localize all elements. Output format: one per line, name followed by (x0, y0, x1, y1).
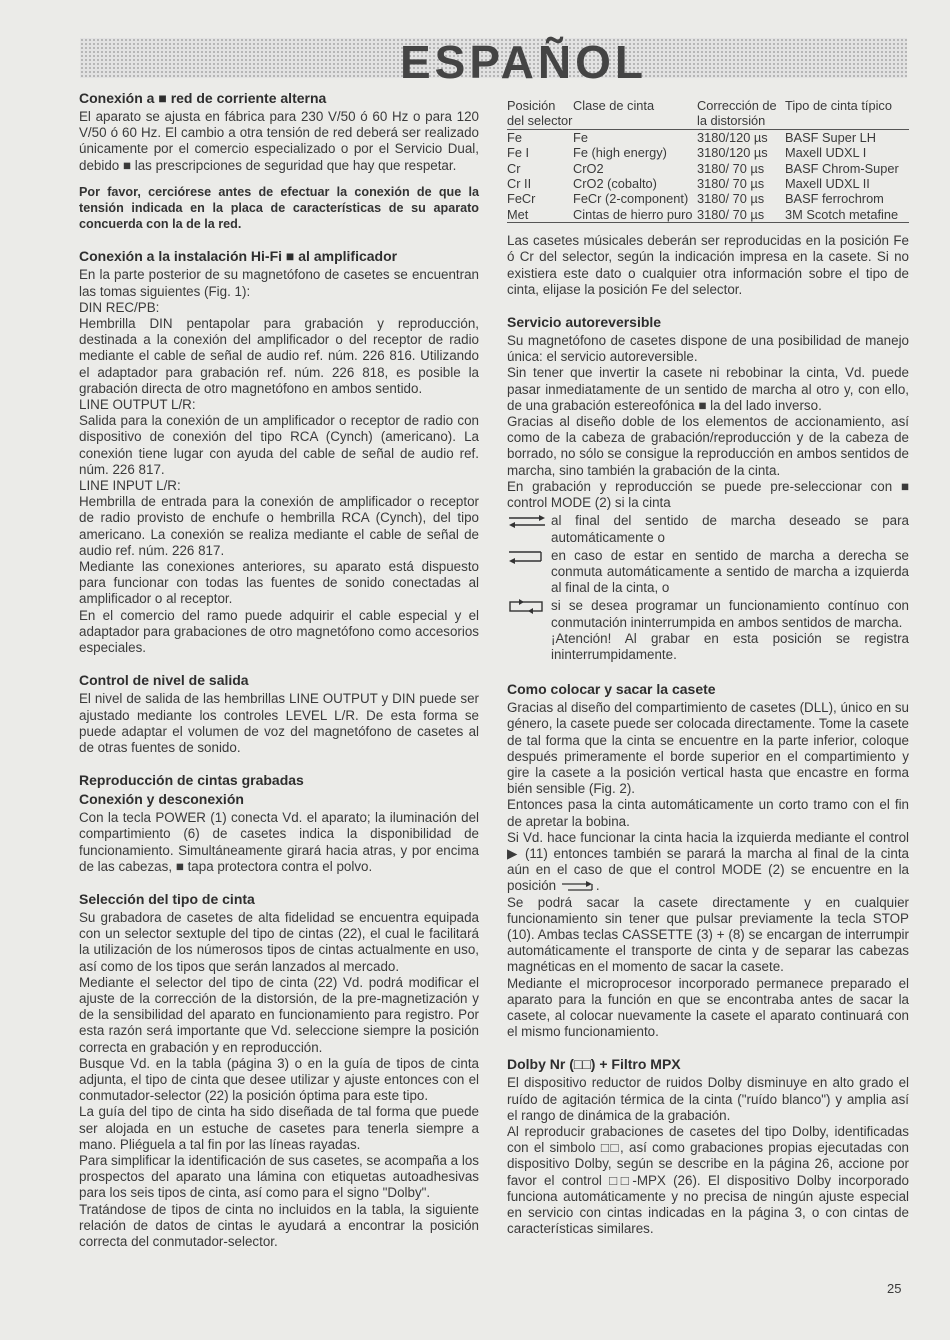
table-cell: 3180/ 70 µs (697, 176, 765, 192)
paragraph: Se podrá sacar la casete directamente y en cualquier funcionamiento sin tener que pulsar previamente la tecla STOP (10). Ambas teclas CASSETTE (3) + (8) se encargan de interrumpir automáticamente el transporte de cinta y de separar las cabezas magnéticas en el momento de sacar la casete. (507, 894, 909, 975)
heading-power: Conexión y desconexión (79, 791, 244, 808)
table-cell: Fe I (507, 145, 530, 161)
table-cell: BASF ferrochrom (785, 191, 884, 207)
paragraph: En la parte posterior de su magnetófono de casetes se encuentran las tomas siguientes (Fig. 1): (79, 267, 479, 299)
table-cell: 3180/ 70 µs (697, 191, 765, 207)
table-cell: BASF Chrom-Super (785, 160, 899, 176)
paragraph: Tratándose de tipos de cinta no incluidos en la tabla, la siguiente relación de datos de cintas le ayudará a encontrar la posición correcta del conmutador-selector. (79, 1201, 479, 1249)
page-title: ESPAÑOL (400, 36, 647, 88)
table-cell: CrO2 (cobalto) (573, 176, 657, 192)
mode-warning: ¡Atención! Al grabar en esta posición se registra ininterrumpidamente. (551, 630, 909, 662)
table-header: Tipo de cinta típico (785, 98, 892, 113)
table-cell: Fe (573, 129, 588, 145)
mode-text: al final del sentido de marcha deseado se para automáticamente o (551, 513, 909, 545)
mode-one-way-icon (507, 513, 551, 531)
paragraph: El nivel de salida de las hembrillas LINE OUTPUT y DIN puede ser ajustado mediante los controles LEVEL L/R. De esta forma se puede adaptar el volumen de voz del magnetófono de casetes al de otras fuentes de sonido. (79, 691, 479, 755)
right-column (507, 98, 909, 1237)
table-cell: Met (507, 206, 529, 222)
table-header: Corrección de la distorsión (697, 98, 777, 129)
mode-text: en caso de estar en sentido de marcha a derecha se conmuta automáticamente a sentido de marcha a izquierda al final de la cinta, o (551, 547, 909, 596)
paragraph: El aparato se ajusta en fábrica para 230 V/50 ó 60 Hz o para 120 V/50 ó 60 Hz. El cambio a otra tensión de red deberá ser realizado únicamente por el comercio especializado o por el Servicio Dual, debido ■ las prescripciones de seguridad que hay que respetar. (79, 109, 479, 173)
paragraph: Con la tecla POWER (1) conecta Vd. el aparato; la iluminación del compartimiento (6) de casetes indica la disponibilidad de funcionamiento. Simultáneamente girará hacia atras, y por encima de las cabezas, ■ tapa protectora contra el polvo. (79, 810, 479, 874)
table-cell: Maxell UDXL I (785, 145, 867, 161)
table-row (507, 161, 909, 176)
heading-tape-select: Selección del tipo de cinta (79, 890, 255, 907)
table-cell: Cr II (507, 176, 532, 192)
paragraph: Entonces pasa la cinta automáticamente un corto tramo con el fin de apretar la bobina. (507, 797, 909, 829)
left-column (79, 90, 479, 1250)
table-cell: Cr (507, 160, 521, 176)
paragraph: El dispositivo reductor de ruidos Dolby disminuye en alto grado el ruído de agitación térmica de la cinta ("ruído blanco") y amplia así el rango de dinámica de la grabación. (507, 1075, 909, 1123)
paragraph: En grabación y reproducción se puede pre-seleccionar con ■ control MODE (2) si la cinta (507, 478, 909, 511)
paragraph: Hembrilla DIN pentapolar para grabación y reproducción, destinada a la conexión del amplificador o del receptor de radio mediante el cable de señal de audio ref. núm. 226 816. Utilizando el adaptador para grabación ref. núm. 226 818, es posible la grabación directa de otro magnetófono en ambos sentido. (79, 316, 479, 396)
tape-type-table (507, 98, 909, 223)
paragraph: Las casetes músicales deberán ser reproducidas en la posición Fe ó Cr del selector, según la indicación impresa en la casete. Si no existiera este dato o cualquier otra información sobre el tipo de cinta, elijase la posición Fe del selector. (507, 233, 909, 297)
heading-autoreverse: Servicio autoreversible (507, 314, 662, 331)
mode-option-reverse (507, 548, 909, 597)
paragraph: Mediante el microprocesor incorporado permanece preparado el aparato para la función en que se encontraba antes de sacar la casete, al colocar nuevamente la casete el aparato continuará con el mismo funcionamiento. (507, 975, 909, 1040)
table-cell: 3180/ 70 µs (697, 160, 765, 176)
table-cell: Cintas de hierro puro (573, 206, 693, 222)
label-line-output: LINE OUTPUT L/R: (79, 397, 196, 413)
heading-playback: Reproducción de cintas grabadas (79, 772, 304, 789)
table-row (507, 176, 909, 191)
mode-option-continuous (507, 598, 909, 663)
paragraph-text: Si Vd. hace funcionar la cinta hacia la izquierda mediante el control ▶ (11) entonces también se parará la marcha al final de la cinta aún en el caso de que el control MODE (2) se encuentre en la posición (507, 829, 909, 894)
heading-dolby: Dolby Nr (□□) + Filtro MPX (507, 1056, 681, 1073)
table-cell: FeCr (507, 191, 536, 207)
mode-option-stop (507, 513, 909, 545)
label-line-input: LINE INPUT L/R: (79, 478, 181, 494)
paragraph: Hembrilla de entrada para la conexión de amplificador o receptor de radio provisto de enchufe o hembrilla RCA (Cynch), del tipo americano. La conexión se realiza mediante el cable de señal de audio ref. núm. 226 817. (79, 494, 479, 558)
paragraph: Mediante el selector del tipo de cinta (22) Vd. podrá modificar el ajuste de la corrección de la distorsión, de la pre-magnetización y de la sensibilidad del aparato en funcionamiento para registro. Por esta razón será importante que Vd. seleccione siempre la posición correcta en grabación y en reproducción. (79, 974, 479, 1055)
paragraph: Busque Vd. en la tabla (página 3) o en la guía de tipos de cinta adjunta, el tipo de cinta que desee utilizar y ajuste entonces con el conmutador-selector (22) la posición óptima para este tipo. (79, 1055, 479, 1104)
table-cell: Fe (507, 129, 522, 145)
table-cell: BASF Super LH (785, 129, 877, 145)
paragraph: Salida para la conexión de un amplificador o receptor de radio con dispositivo de conexión del tipo RCA (Cynch) (americano). La conexión tiene lugar con ayuda del cable de señal de audio ref. núm. 226 817. (79, 413, 479, 477)
table-cell: CrO2 (573, 160, 604, 176)
mode-one-way-icon (560, 880, 596, 894)
table-row (507, 191, 909, 206)
table-cell: 3M Scotch metafine (785, 206, 899, 222)
heading-output-level: Control de nivel de salida (79, 672, 249, 689)
table-cell: 3180/120 µs (697, 129, 768, 145)
mode-continuous-icon (507, 598, 551, 616)
table-cell: 3180/ 70 µs (697, 206, 765, 222)
table-row (507, 129, 909, 145)
paragraph: Mediante las conexiones anteriores, su aparato está dispuesto para funcionar con todas las fuentes de sonido conectadas al amplificador o al receptor. (79, 559, 479, 607)
page-number: 25 (887, 1281, 902, 1296)
paragraph: Su grabadora de casetes de alta fidelidad se encuentra equipada con un selector sextuple del tipo de cintas (22), el cual le facilitará la utilización de los númerosos tipos de cintas actualmente en uso, así como de los tipos que serán lanzados al mercado. (79, 909, 479, 974)
table-row (507, 207, 909, 223)
heading-hifi: Conexión a la instalación Hi-Fi ■ al amplificador (79, 248, 398, 265)
paragraph: En el comercio del ramo puede adquirir el cable especial y el adaptador para grabaciones de otro magnetófono como accesorios especiales. (79, 607, 479, 656)
mode-reverse-icon (507, 548, 551, 566)
paragraph: Al reproducir grabaciones de casetes del tipo Dolby, identificadas con el simbolo □□, así como grabaciones propias ejecutadas con dispositivo Dolby, según se describe en la página 26, accione por favor el control □□-MPX (26). El dispositivo Dolby incorporado funciona automáticamente y no precisa de ningún ajuste especial en servicio con cintas indicadas en la página 3, o con cintas de características similares. (507, 1124, 909, 1237)
table-header: Posición del selector (507, 98, 573, 129)
paragraph: Gracias al diseño del compartimiento de casetes (DLL), único en su género, la casete puede ser colocada directamente. Tome la casete de tal forma que la cinta se encuentre en la parte inferior, coloque después primeramente el borde superior en el compartimiento y gire la casete a la posición vertical hasta que encastre en forma bién sensible (Fig. 2). (507, 700, 909, 797)
paragraph-end: . (595, 878, 600, 894)
paragraph (507, 830, 909, 895)
warning-text: Por favor, cerciórese antes de efectuar la conexión de que la tensión indicada en la placa de características de su aparato concuerda con la de la red. (79, 184, 479, 232)
table-cell: 3180/120 µs (697, 145, 768, 161)
paragraph: Sin tener que invertir la casete ni rebobinar la cinta, Vd. puede pasar inmediatamente de un sentido de marcha al otro y, con ello, de una grabación estereofónica ■ la del lado inverso. (507, 365, 909, 413)
table-row (507, 145, 909, 160)
table-cell: FeCr (2-component) (573, 191, 689, 207)
label-din: DIN REC/PB: (79, 299, 160, 315)
table-cell: Fe (high energy) (573, 145, 667, 161)
paragraph: Para simplificar la identificación de sus casetes, se acompaña a los prospectos del aparato una lámina con etiquetas autoadhesivas para los seis tipos de cinta, así como para el signo "Dolby". (79, 1152, 479, 1201)
paragraph: Gracias al diseño doble de los elementos de accionamiento, así como de la cabeza de grabación/reproducción y de la cabeza de borrado, no sólo se consigue la reproducción en ambos sentidos de marcha, sino también la grabación de la cinta. (507, 414, 909, 478)
table-cell: Maxell UDXL II (785, 176, 870, 192)
table-header: Clase de cinta (573, 98, 655, 113)
mode-text: si se desea programar un funcionamiento contínuo con conmutación ininterrumpida en ambos sentidos de marcha. (551, 598, 909, 630)
table-header-row (507, 98, 909, 129)
heading-mains: Conexión a ■ red de corriente alterna (79, 90, 327, 106)
paragraph: La guía del tipo de cinta ha sido diseñada de tal forma que puede ser alojada en un estuche de casetes para tenerla siempre a mano. Pliéguela a tal fin por las líneas rayadas. (79, 1104, 479, 1152)
paragraph: Su magnetófono de casetes dispone de una posibilidad de manejo única: el servicio autoreversible. (507, 333, 909, 365)
heading-cassette: Como colocar y sacar la casete (507, 681, 716, 698)
